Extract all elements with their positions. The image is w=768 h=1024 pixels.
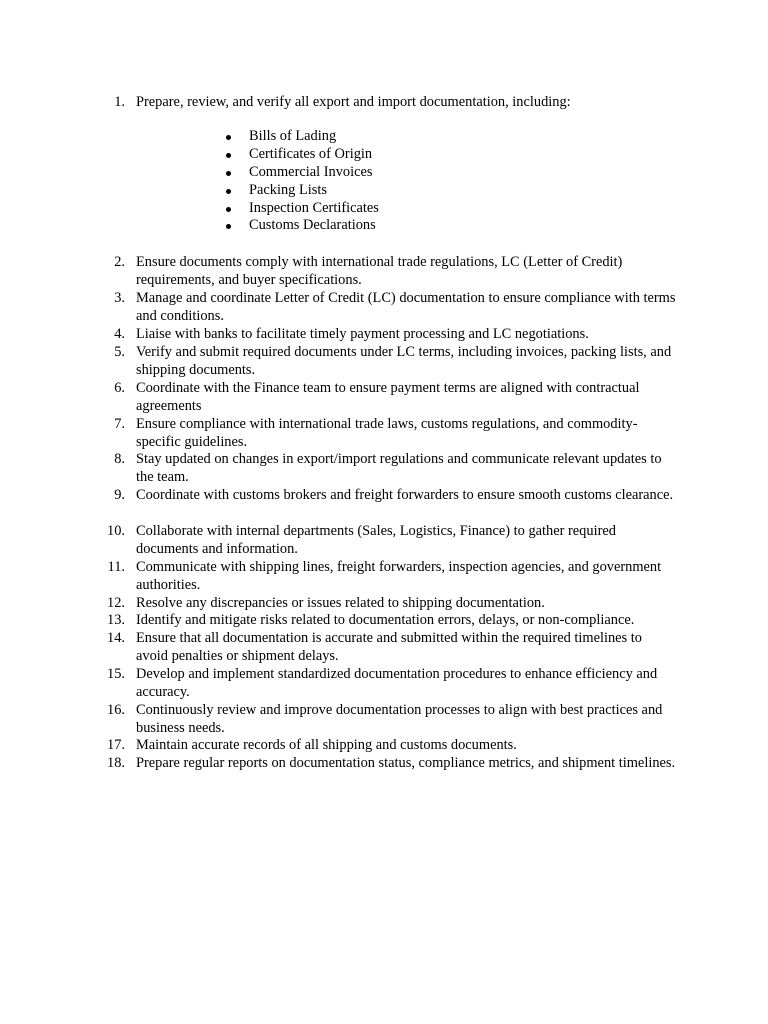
item-text: Identify and mitigate risks related to documentation errors, delays, or non-compliance. <box>136 612 635 628</box>
item-text: Maintain accurate records of all shipping and customs documents. <box>136 737 517 753</box>
item-number: 2. <box>114 254 125 270</box>
item-text: Collaborate with internal departments (Sales, Logistics, Finance) to gather required documents and information. <box>136 523 616 557</box>
item-number: 14. <box>107 630 125 646</box>
sub-list-item <box>0 217 768 235</box>
item-number: 12. <box>107 595 125 611</box>
item-text: Verify and submit required documents under LC terms, including invoices, packing lists, and shipping documents. <box>136 344 672 378</box>
bullet-icon <box>226 153 231 158</box>
sub-list-item <box>0 182 768 200</box>
sub-list-item <box>0 164 768 182</box>
item-text: Ensure that all documentation is accurate and submitted within the required timelines to avoid penalties or shipment delays. <box>136 630 642 664</box>
item-number: 7. <box>114 416 125 432</box>
item-text: Communicate with shipping lines, freight forwarders, inspection agencies, and government authorities. <box>136 559 662 593</box>
item-text: Coordinate with customs brokers and freight forwarders to ensure smooth customs clearance. <box>136 487 674 503</box>
item-number: 13. <box>107 612 125 628</box>
sub-item-text: Customs Declarations <box>249 217 376 234</box>
sub-item-text: Packing Lists <box>249 181 327 198</box>
documentation-types-list <box>0 128 768 235</box>
sub-item-text: Certificates of Origin <box>249 145 373 162</box>
bullet-icon <box>226 224 231 229</box>
item-text: Continuously review and improve documentation processes to align with best practices and business needs. <box>136 702 663 736</box>
item-number: 5. <box>114 344 125 360</box>
item-text: Stay updated on changes in export/import regulations and communicate relevant updates to the team. <box>136 451 662 485</box>
item-number: 3. <box>114 290 125 306</box>
item-number: 16. <box>107 702 125 718</box>
sub-item-text: Commercial Invoices <box>249 163 373 180</box>
item-number: 17. <box>107 737 125 753</box>
item-text: Manage and coordinate Letter of Credit (LC) documentation to ensure compliance with terms and conditions. <box>136 290 676 324</box>
sub-item-text: Inspection Certificates <box>249 199 379 216</box>
sub-list-item <box>0 146 768 164</box>
item-number: 1. <box>114 94 125 110</box>
item-text: Resolve any discrepancies or issues related to shipping documentation. <box>136 595 545 611</box>
item-text: Liaise with banks to facilitate timely payment processing and LC negotiations. <box>136 326 589 342</box>
item-text: Prepare regular reports on documentation status, compliance metrics, and shipment timelines. <box>136 755 676 771</box>
item-text: Prepare, review, and verify all export and import documentation, including: <box>136 94 571 110</box>
bullet-icon <box>226 135 231 140</box>
bullet-icon <box>226 189 231 194</box>
item-number: 8. <box>114 451 125 467</box>
item-number: 6. <box>114 380 125 396</box>
sub-list-item <box>0 200 768 218</box>
sub-item-text: Bills of Lading <box>249 128 337 144</box>
item-text: Coordinate with the Finance team to ensure payment terms are aligned with contractual agreements <box>136 380 640 414</box>
item-text: Ensure compliance with international trade laws, customs regulations, and commodity-specific guidelines. <box>136 416 638 450</box>
item-text: Develop and implement standardized documentation procedures to enhance efficiency and accuracy. <box>136 666 658 700</box>
bullet-icon <box>226 171 231 176</box>
sub-list-item <box>0 128 768 146</box>
item-number: 4. <box>114 326 125 342</box>
item-number: 18. <box>107 755 125 771</box>
item-number: 11. <box>107 559 125 575</box>
item-number: 10. <box>107 523 125 539</box>
item-number: 15. <box>107 666 125 682</box>
item-text: Ensure documents comply with international trade regulations, LC (Letter of Credit) requirements, and buyer specifications. <box>136 254 623 288</box>
item-number: 9. <box>114 487 125 503</box>
bullet-icon <box>226 207 231 212</box>
